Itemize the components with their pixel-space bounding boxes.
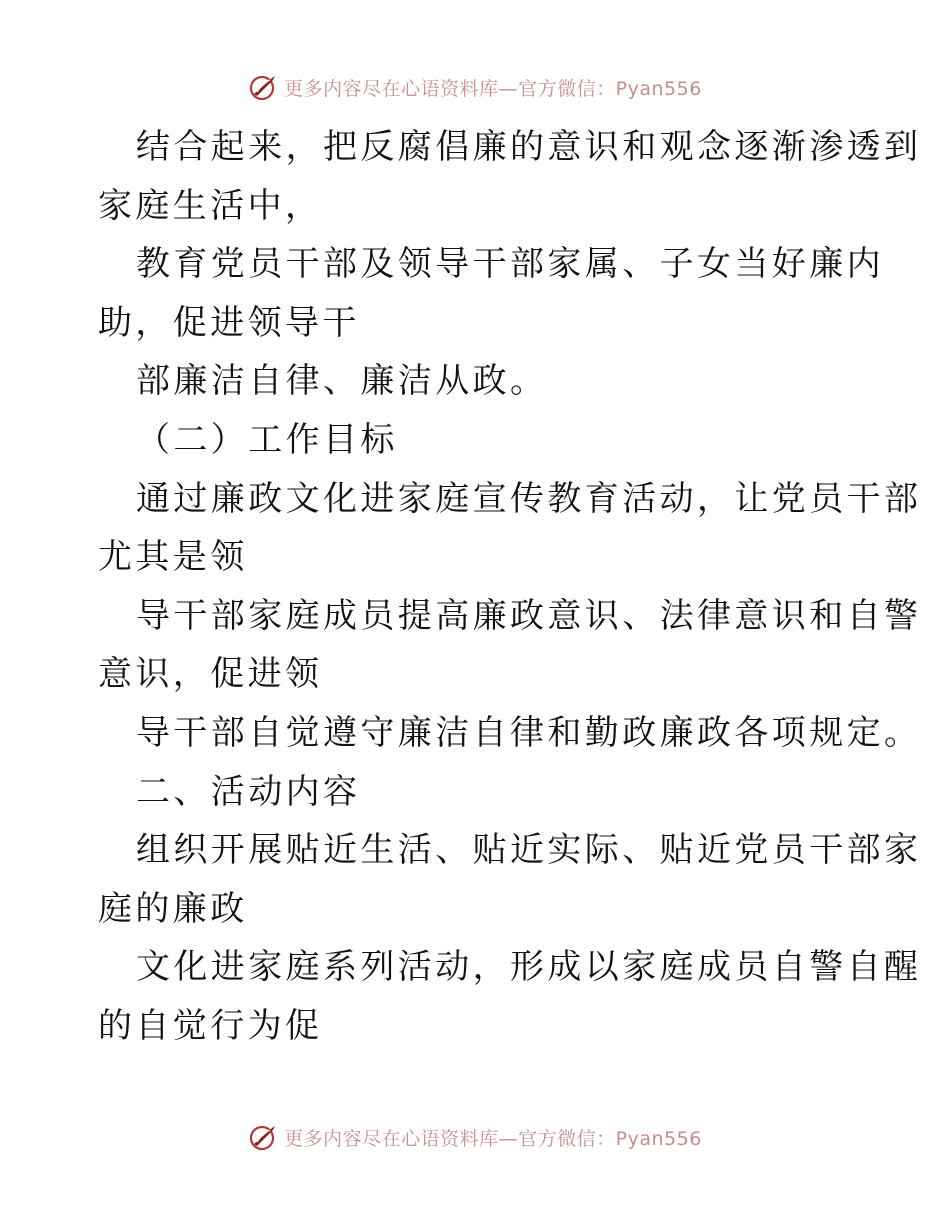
footer-watermark-text: 更多内容尽在心语资料库—官方微信：Pyan556 [284, 1127, 702, 1150]
body-line: 助，促进领导干 [98, 302, 360, 343]
header-watermark [0, 72, 950, 102]
body-line: 教育党员干部及领导干部家属、子女当好廉内 [136, 244, 884, 285]
quill-logo-icon [248, 1122, 278, 1152]
body-line: 组织开展贴近生活、贴近实际、贴近党员干部家 [136, 830, 922, 871]
body-line: 家庭生活中， [98, 185, 323, 226]
body-line: 尤其是领 [98, 537, 248, 578]
body-line: 结合起来，把反腐倡廉的意识和观念逐渐渗透到 [136, 127, 922, 167]
header-watermark-text: 更多内容尽在心语资料库—官方微信：Pyan556 [284, 77, 702, 100]
body-line: 部廉洁自律、廉洁从政。 [136, 361, 548, 402]
section-heading: 二、活动内容 [136, 771, 361, 812]
body-line: 文化进家庭系列活动，形成以家庭成员自警自醒 [136, 947, 922, 988]
body-line: 导干部家庭成员提高廉政意识、法律意识和自警 [136, 595, 922, 636]
quill-logo-icon [248, 72, 278, 102]
body-line: 通过廉政文化进家庭宣传教育活动，让党员干部 [136, 478, 922, 519]
body-line: 意识，促进领 [98, 654, 323, 695]
body-line: 庭的廉政 [98, 888, 248, 929]
body-line: 的自觉行为促 [98, 1005, 323, 1046]
footer-watermark [0, 1122, 950, 1152]
body-line: 导干部自觉遵守廉洁自律和勤政廉政各项规定。 [136, 712, 922, 753]
section-heading: （二）工作目标 [136, 419, 398, 460]
document-body [98, 118, 922, 1056]
